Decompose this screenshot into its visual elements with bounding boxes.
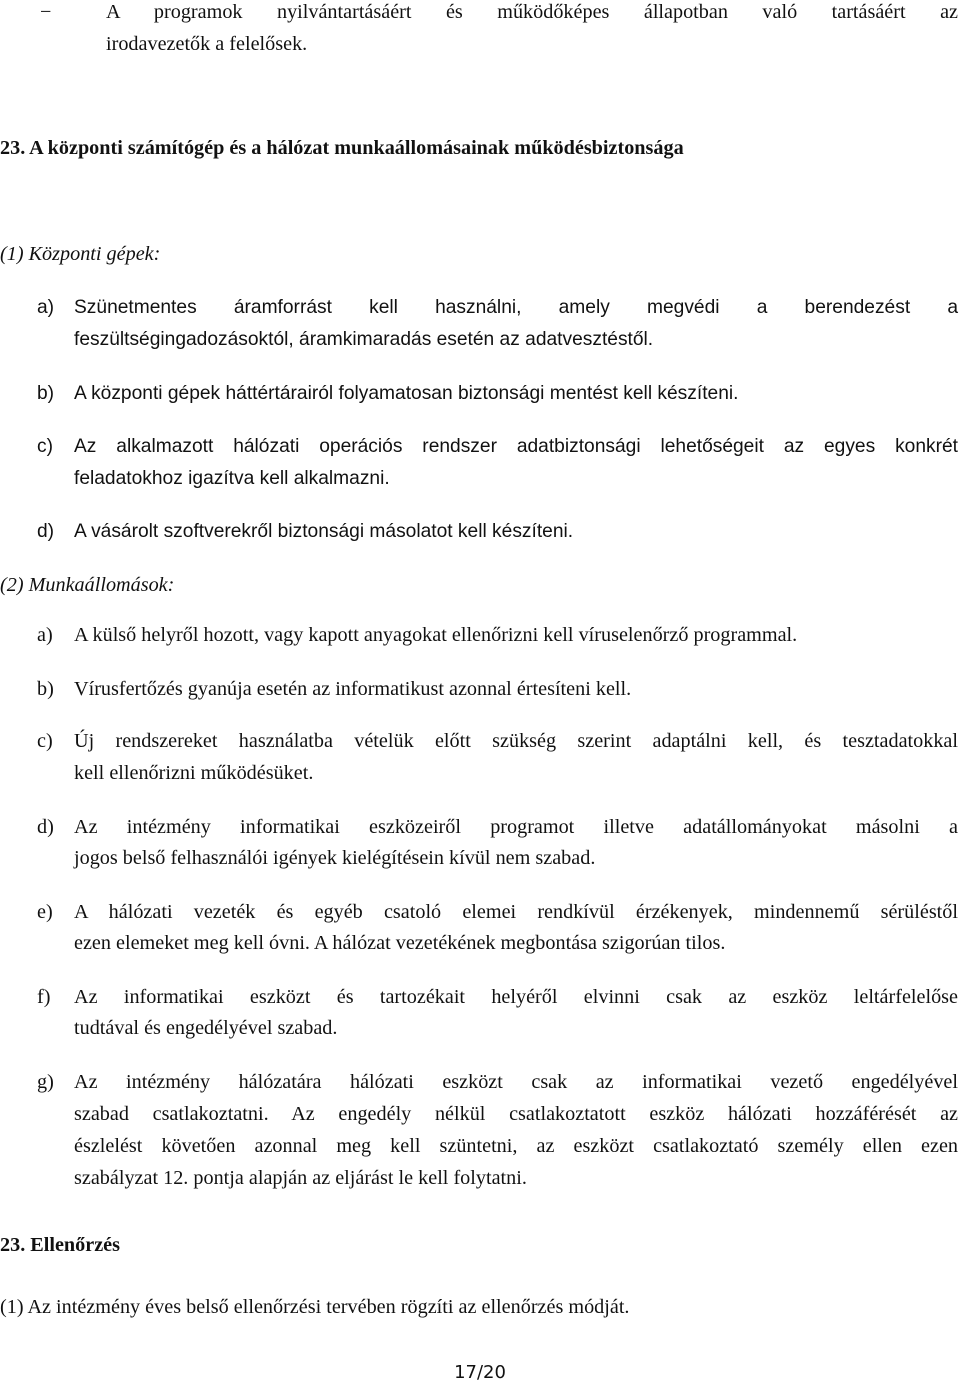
section-heading-audit: 23. Ellenőrzés [0,1234,120,1256]
item-line: Az informatikai eszközt és tartozékait helyéről elvinni csak az eszköz leltárfelelőse [74,986,958,1008]
item-line: Az intézmény informatikai eszközeiről programot illetve adatállományokat másolni a [74,816,958,838]
item-line: Az alkalmazott hálózati operációs rendszer adatbiztonsági lehetőségeit az egyes konkrét [74,436,958,457]
item-label: d) [37,521,55,542]
item-label: e) [37,901,53,923]
item-label: a) [37,624,53,646]
item-label: c) [37,730,53,752]
page-number: 17/20 [454,1362,506,1383]
intro-line-1: A programok nyilvántartásáért és működőképes állapotban való tartásáért az [106,1,958,23]
item-label: a) [37,297,55,318]
item-line: kell ellenőrizni működésüket. [74,762,314,784]
intro-line-2: irodavezetők a felelősek. [106,33,308,55]
item-label: c) [37,436,53,457]
item-line: jogos belső felhasználói igények kielégítésein kívül nem szabad. [74,847,596,869]
item-line: Szünetmentes áramforrást kell használni, amely megvédi a berendezést a [74,297,958,318]
item-line: A vásárolt szoftverekről biztonsági másolatot kell készíteni. [74,521,574,542]
item-line: Vírusfertőzés gyanúja esetén az informatikust azonnal értesíteni kell. [74,678,632,700]
item-line: A hálózati vezeték és egyéb csatoló elemei rendkívül érzékenyek, mindennemű sérüléstől [74,901,958,923]
item-line: feszültségingadozásoktól, áramkimaradás esetén az adatvesztéstől. [74,329,654,350]
item-line: szabad csatlakoztatni. Az engedély nélkül csatlakoztatott eszköz hálózati hozzáférését az [74,1103,958,1125]
item-line: szabályzat 12. pontja alapján az eljárást le kell folytatni. [74,1167,527,1189]
section-heading-security: 23. A központi számítógép és a hálózat munkaállomásainak működésbiztonsága [0,137,684,159]
subheading-workstations: (2) Munkaállomások: [0,574,175,596]
item-label: d) [37,816,54,838]
item-line: A központi gépek háttértárairól folyamatosan biztonsági mentést kell készíteni. [74,383,739,404]
item-label: g) [37,1071,54,1093]
item-line: tudtával és engedélyével szabad. [74,1017,338,1039]
item-line: Új rendszereket használatba vételük előtt szükség szerint adaptálni kell, és tesztadatokkal [74,730,958,752]
item-line: észlelést követően azonnal meg kell szüntetni, az eszközt csatlakoztató személy ellen ezen [74,1135,958,1157]
item-line: A külső helyről hozott, vagy kapott anyagokat ellenőrizni kell víruselenőrző programmal. [74,624,798,646]
item-label: b) [37,678,54,700]
item-label: f) [37,986,51,1008]
item-label: b) [37,383,55,404]
audit-paragraph: (1) Az intézmény éves belső ellenőrzési tervében rögzíti az ellenőrzés módját. [0,1296,630,1318]
item-line: ezen elemeket meg kell óvni. A hálózat vezetékének megbontása szigorúan tilos. [74,932,726,954]
item-line: feladatokhoz igazítva kell alkalmazni. [74,468,390,489]
subheading-central-machines: (1) Központi gépek: [0,243,161,265]
list-dash: − [40,1,52,23]
item-line: Az intézmény hálózatára hálózati eszközt csak az informatikai vezető engedélyével [74,1071,958,1093]
